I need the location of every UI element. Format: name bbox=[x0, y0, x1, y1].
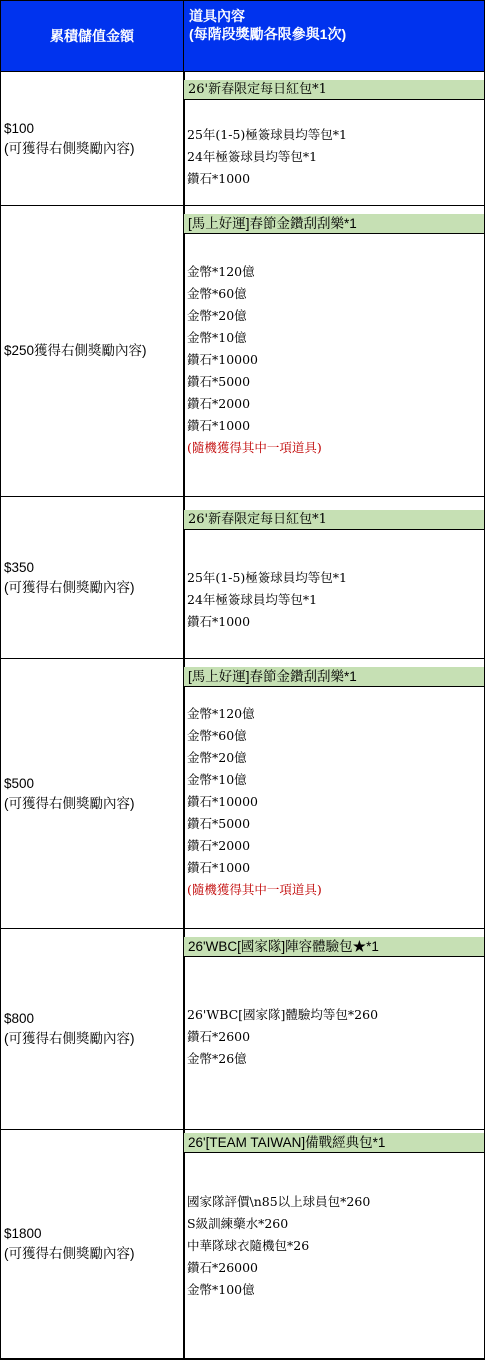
reward-item: 鑽石*2600 bbox=[187, 1029, 251, 1044]
tier-reward-title: 26'[TEAM TAIWAN]備戰經典包*1 bbox=[184, 1133, 484, 1153]
tier-amount: $250獲得右側獎勵內容) bbox=[4, 343, 147, 358]
reward-item: 國家隊評價\n85以上球員包*260 bbox=[187, 1194, 371, 1209]
tier-reward-items bbox=[187, 567, 482, 633]
reward-item: S級訓練藥水*260 bbox=[187, 1216, 289, 1231]
tier-reward-items bbox=[187, 124, 482, 190]
tier-amount-note: (可獲得右側獎勵內容) bbox=[4, 579, 135, 595]
reward-item: 中華隊球衣隨機包*26 bbox=[187, 1238, 310, 1253]
reward-item: 金幣*10億 bbox=[187, 330, 247, 345]
tier-amount-note: (可獲得右側獎勵內容) bbox=[4, 1246, 135, 1261]
tier-reward-items bbox=[187, 261, 482, 459]
reward-item: 鑽石*5000 bbox=[187, 816, 251, 831]
tier-reward-title: 26'新春限定每日紅包*1 bbox=[184, 80, 484, 100]
tier-amount-cell bbox=[0, 1130, 183, 1358]
reward-item: 金幣*26億 bbox=[187, 1051, 247, 1066]
reward-item: 金幣*20億 bbox=[187, 750, 247, 765]
tier-amount-cell bbox=[0, 659, 183, 928]
reward-item: 金幣*60億 bbox=[187, 728, 247, 743]
reward-item: 鑽石*1000 bbox=[187, 860, 251, 875]
reward-item: 鑽石*1000 bbox=[187, 418, 251, 433]
tier-reward-title: [馬上好運]春節金鑽刮刮樂*1 bbox=[184, 667, 484, 687]
reward-item: 金幣*120億 bbox=[187, 706, 255, 721]
tier-amount-cell bbox=[0, 206, 183, 496]
tier-amount-note: (可獲得右側獎勵內容) bbox=[4, 140, 135, 156]
tier-amount: $350 bbox=[4, 559, 35, 575]
reward-item: 鑽石*2000 bbox=[187, 838, 251, 853]
tier-amount-cell bbox=[0, 929, 183, 1129]
reward-item: 鑽石*1000 bbox=[187, 614, 251, 629]
reward-item: 鑽石*10000 bbox=[187, 352, 259, 367]
reward-item: 金幣*10億 bbox=[187, 772, 247, 787]
tier-amount: $100 bbox=[4, 120, 35, 136]
tier-amount: $800 bbox=[4, 1011, 35, 1026]
reward-item: 24年極簽球員均等包*1 bbox=[187, 149, 318, 164]
reward-item: 26'WBC[國家隊]體驗均等包*260 bbox=[187, 1007, 379, 1022]
tier-reward-items bbox=[187, 1191, 482, 1301]
tier-reward-title: 26'新春限定每日紅包*1 bbox=[184, 510, 484, 530]
tier-amount-cell bbox=[0, 72, 183, 205]
tier-reward-items bbox=[187, 703, 482, 901]
reward-item: 金幣*20億 bbox=[187, 308, 247, 323]
header-items-note: (每階段獎勵各限參與1次) bbox=[189, 26, 347, 42]
reward-item: 金幣*100億 bbox=[187, 1282, 255, 1297]
border-middle bbox=[183, 72, 185, 1360]
tier-reward-title: 26'WBC[國家隊]陣容體驗包★*1 bbox=[184, 937, 484, 957]
reward-item: 鑽石*2000 bbox=[187, 396, 251, 411]
reward-note: (隨機獲得其中一項道具) bbox=[187, 882, 322, 897]
tier-amount-note: (可獲得右側獎勵內容) bbox=[4, 795, 135, 811]
reward-item: 鑽石*5000 bbox=[187, 374, 251, 389]
reward-item: 鑽石*10000 bbox=[187, 794, 259, 809]
tier-amount-note: (可獲得右側獎勵內容) bbox=[4, 1031, 135, 1046]
header-items-label: 道具內容 bbox=[189, 8, 245, 24]
tier-reward-items bbox=[187, 1004, 482, 1070]
reward-item: 24年極簽球員均等包*1 bbox=[187, 592, 318, 607]
tier-amount-cell bbox=[0, 497, 183, 658]
reward-item: 25年(1-5)極簽球員均等包*1 bbox=[187, 127, 347, 142]
tier-amount: $500 bbox=[4, 775, 35, 791]
header-items bbox=[183, 0, 485, 72]
tier-reward-title: [馬上好運]春節金鑽刮刮樂*1 bbox=[184, 214, 484, 234]
reward-note: (隨機獲得其中一項道具) bbox=[187, 440, 322, 455]
reward-item: 金幣*60億 bbox=[187, 286, 247, 301]
header-amount bbox=[0, 0, 183, 72]
reward-item: 25年(1-5)極簽球員均等包*1 bbox=[187, 570, 347, 585]
header-amount-label: 累積儲值金額 bbox=[50, 28, 134, 44]
reward-item: 鑽石*26000 bbox=[187, 1260, 259, 1275]
reward-item: 鑽石*1000 bbox=[187, 171, 251, 186]
tier-amount: $1800 bbox=[4, 1226, 42, 1241]
reward-item: 金幣*120億 bbox=[187, 264, 255, 279]
